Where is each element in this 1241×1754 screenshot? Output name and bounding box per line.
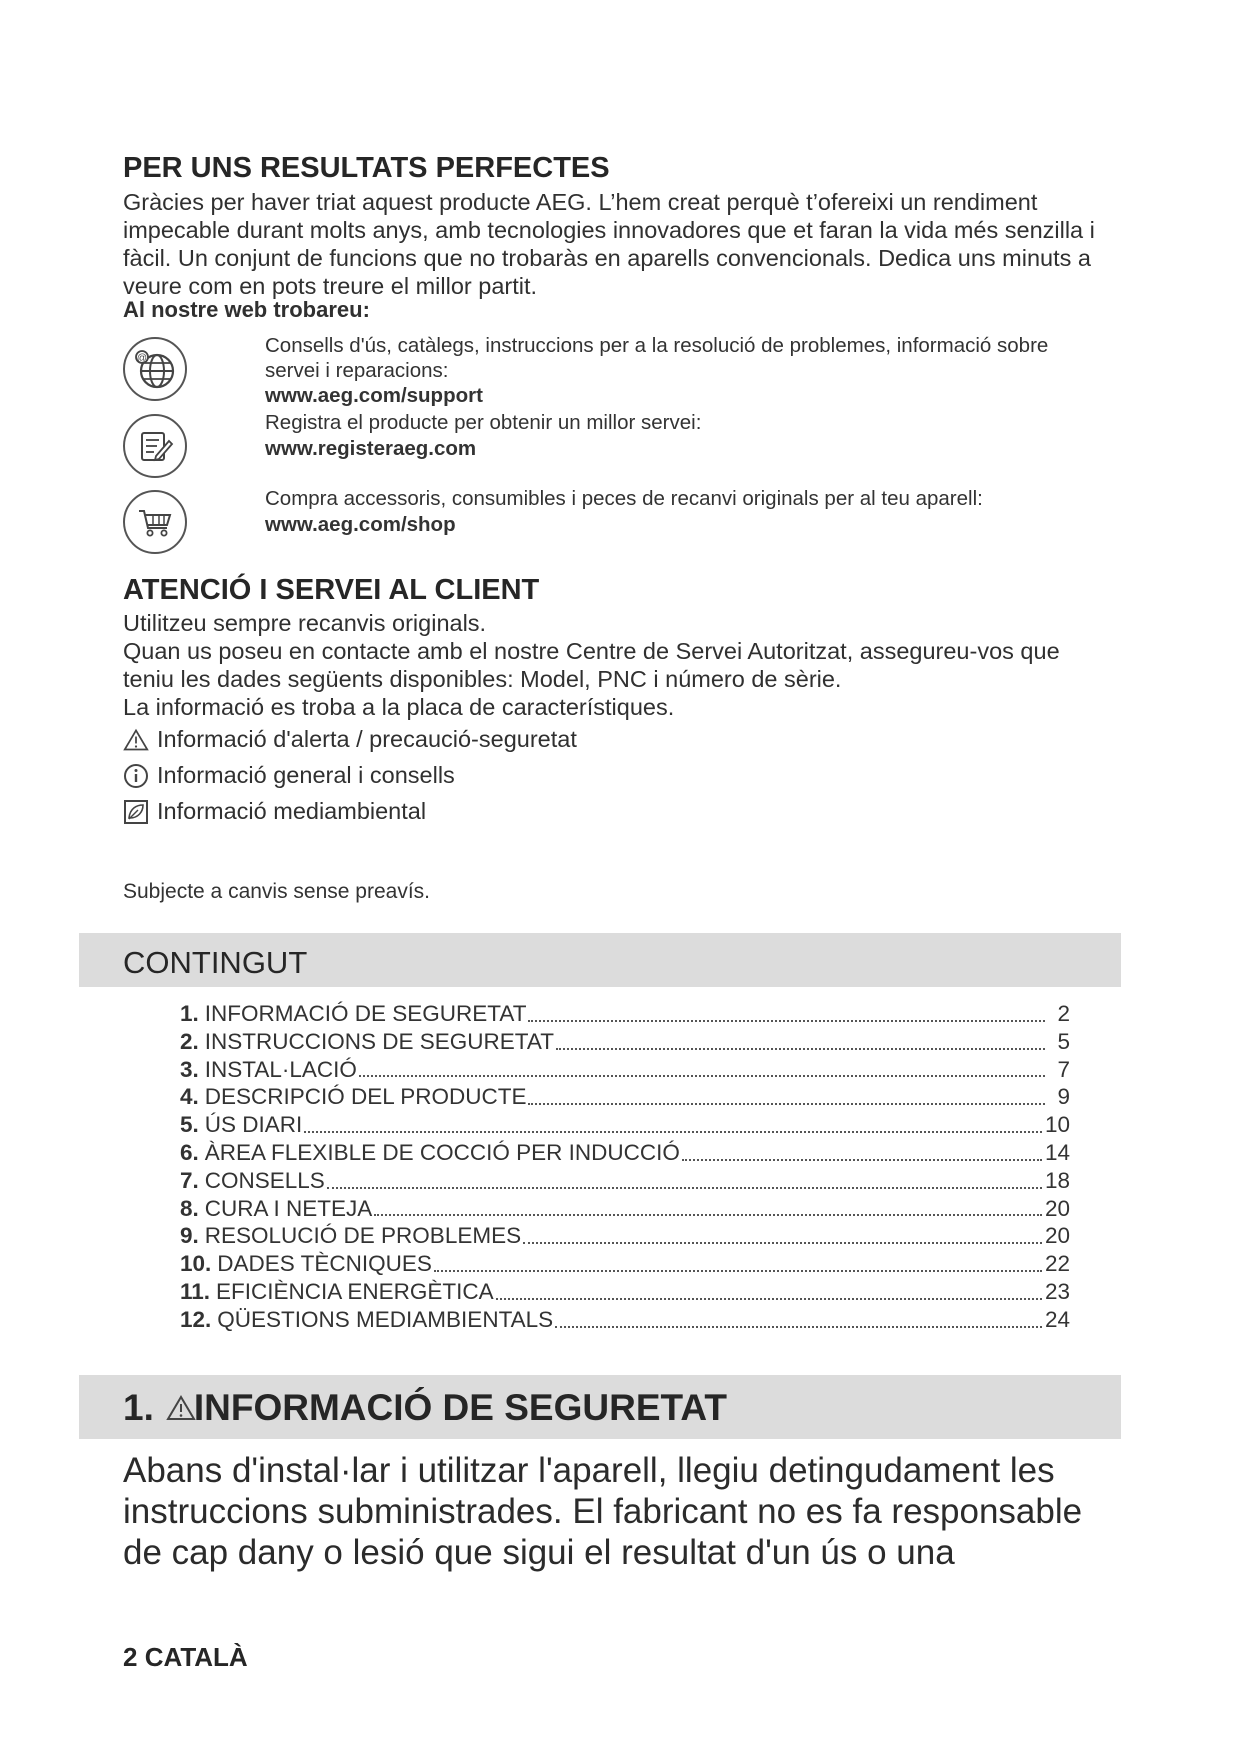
- toc-leader-dots: [374, 1214, 1042, 1216]
- toc-item-number: 8.: [180, 1195, 199, 1221]
- toc-leader-dots: [359, 1075, 1045, 1077]
- leaf-icon: [123, 799, 149, 825]
- toc-item[interactable]: [180, 1056, 1070, 1084]
- chapter-header-bar: [79, 1375, 1121, 1439]
- chapter-title: INFORMACIÓ DE SEGURETAT: [193, 1387, 727, 1428]
- legend-warning: [123, 726, 577, 753]
- toc-item[interactable]: [180, 1111, 1070, 1139]
- toc-item-number: 4.: [180, 1084, 199, 1110]
- page-footer: [123, 1642, 248, 1673]
- toc-leader-dots: [528, 1103, 1045, 1105]
- toc-item-page: 2: [1057, 1001, 1070, 1026]
- toc-leader-dots: [528, 1020, 1045, 1022]
- toc-item-page: 24: [1044, 1306, 1070, 1332]
- toc-item-number: 1.: [180, 1001, 199, 1026]
- chapter-number: 1.: [123, 1387, 154, 1428]
- toc-item-page: 20: [1044, 1223, 1070, 1249]
- toc-item-number: 2.: [180, 1028, 199, 1054]
- toc-item-number: 11.: [180, 1278, 211, 1304]
- legend-info: [123, 762, 455, 789]
- toc-item-label: RESOLUCIÓ DE PROBLEMES: [204, 1223, 522, 1249]
- toc-leader-dots: [682, 1159, 1042, 1161]
- toc-item[interactable]: [180, 1167, 1070, 1195]
- toc-item-number: 5.: [180, 1112, 199, 1138]
- section-title-customer-service: ATENCIÓ I SERVEI AL CLIENT: [123, 574, 540, 606]
- service-line-2: Quan us poseu en contacte amb el nostre Centre de Servei Autoritzat, assegureu-vos que teniu les dades següents disponibles: Model, PNC i número de sèrie.: [123, 638, 1060, 692]
- notice-text: Subjecte a canvis sense preavís.: [123, 880, 431, 903]
- toc-item[interactable]: [180, 1139, 1070, 1167]
- register-url[interactable]: www.registeraeg.com: [265, 437, 477, 460]
- toc-item-label: EFICIÈNCIA ENERGÈTICA: [216, 1278, 494, 1304]
- table-of-contents: [180, 1000, 1070, 1334]
- register-icon: [123, 414, 187, 478]
- toc-item-page: 20: [1044, 1195, 1070, 1221]
- toc-item[interactable]: [180, 1028, 1070, 1056]
- toc-item-number: 7.: [180, 1167, 199, 1193]
- toc-item-page: 14: [1044, 1139, 1070, 1165]
- chapter-intro: Abans d'instal·lar i utilitzar l'aparell, llegiu detingudament les instruccions subministrades. El fabricant no es fa responsable de cap dany o lesió que sigui el resultat d'un ús o una: [123, 1451, 1083, 1572]
- toc-item-page: 23: [1044, 1278, 1070, 1304]
- support-url[interactable]: www.aeg.com/support: [265, 384, 483, 407]
- toc-item-page: 10: [1044, 1112, 1070, 1138]
- contents-header-bar: [79, 933, 1121, 987]
- toc-item-label: ÀREA FLEXIBLE DE COCCIÓ PER INDUCCIÓ: [204, 1139, 680, 1165]
- legend-info-label: Informació general i consells: [157, 762, 455, 788]
- toc-item-label: CURA I NETEJA: [204, 1195, 373, 1221]
- toc-item-label: CONSELLS: [204, 1167, 325, 1193]
- toc-item-page: 7: [1057, 1056, 1070, 1082]
- service-line-3: La informació es troba a la placa de característiques.: [123, 694, 675, 720]
- toc-item-label: QÜESTIONS MEDIAMBIENTALS: [217, 1306, 554, 1332]
- toc-item[interactable]: [180, 1000, 1070, 1028]
- toc-item-label: DESCRIPCIÓ DEL PRODUCTE: [204, 1084, 527, 1110]
- toc-item-number: 9.: [180, 1223, 199, 1249]
- toc-item-number: 3.: [180, 1056, 199, 1082]
- toc-item-label: INFORMACIÓ DE SEGURETAT: [204, 1001, 527, 1026]
- legend-environment-label: Informació mediambiental: [157, 798, 427, 824]
- toc-item-number: 12.: [180, 1306, 212, 1332]
- toc-item[interactable]: [180, 1083, 1070, 1111]
- info-icon: [123, 763, 149, 789]
- toc-leader-dots: [327, 1187, 1042, 1189]
- toc-item-label: DADES TÈCNIQUES: [217, 1251, 432, 1277]
- globe-icon: [123, 337, 187, 401]
- warning-icon: [166, 1394, 196, 1422]
- toc-item[interactable]: [180, 1306, 1070, 1334]
- contents-title: CONTINGUT: [123, 945, 308, 980]
- service-line-1: Utilitzeu sempre recanvis originals.: [123, 610, 487, 636]
- toc-leader-dots: [496, 1298, 1042, 1300]
- legend-warning-label: Informació d'alerta / precaució-seguretat: [157, 726, 577, 752]
- toc-item-page: 5: [1057, 1028, 1070, 1054]
- legend-environment: [123, 798, 426, 825]
- toc-item[interactable]: [180, 1278, 1070, 1306]
- cart-icon: [123, 490, 187, 554]
- toc-item-number: 6.: [180, 1139, 199, 1165]
- toc-item-label: ÚS DIARI: [204, 1112, 303, 1138]
- register-link-text: Registra el producte per obtenir un millor servei:: [265, 411, 702, 434]
- shop-url[interactable]: www.aeg.com/shop: [265, 513, 456, 536]
- warning-icon: [123, 727, 149, 753]
- shop-link-text: Compra accessoris, consumibles i peces de recanvi originals per al teu aparell:: [265, 487, 983, 510]
- toc-leader-dots: [434, 1270, 1042, 1272]
- support-link-text: Consells d'ús, catàlegs, instruccions per a la resolució de problemes, informació sobre servei i reparacions:: [265, 334, 1049, 382]
- toc-item-label: INSTAL·LACIÓ: [204, 1056, 357, 1082]
- toc-item[interactable]: [180, 1195, 1070, 1223]
- intro-paragraph: Gràcies per haver triat aquest producte AEG. L’hem creat perquè t’ofereixi un rendiment impecable durant molts anys, amb tecnologies innovadores que et faran la vida més senzilla i fàcil. Un conjunt de funcions que no trobaràs en aparells convencionals. Dedica uns minuts a veure com en pots treure el millor partit.: [123, 189, 1095, 299]
- svg-text:@: @: [136, 353, 148, 364]
- toc-leader-dots: [555, 1326, 1042, 1328]
- web-heading: Al nostre web trobareu:: [123, 297, 370, 322]
- toc-item-number: 10.: [180, 1251, 212, 1277]
- toc-item[interactable]: [180, 1222, 1070, 1250]
- page-number: 2: [123, 1642, 138, 1672]
- toc-item-label: INSTRUCCIONS DE SEGURETAT: [204, 1028, 554, 1054]
- toc-item-page: 22: [1044, 1251, 1070, 1277]
- toc-item[interactable]: [180, 1250, 1070, 1278]
- section-title-results: PER UNS RESULTATS PERFECTES: [123, 152, 610, 184]
- toc-leader-dots: [523, 1242, 1042, 1244]
- toc-leader-dots: [304, 1131, 1042, 1133]
- toc-leader-dots: [556, 1048, 1045, 1050]
- toc-item-page: 18: [1044, 1167, 1070, 1193]
- toc-item-page: 9: [1057, 1084, 1070, 1110]
- footer-language: CATALÀ: [144, 1642, 248, 1672]
